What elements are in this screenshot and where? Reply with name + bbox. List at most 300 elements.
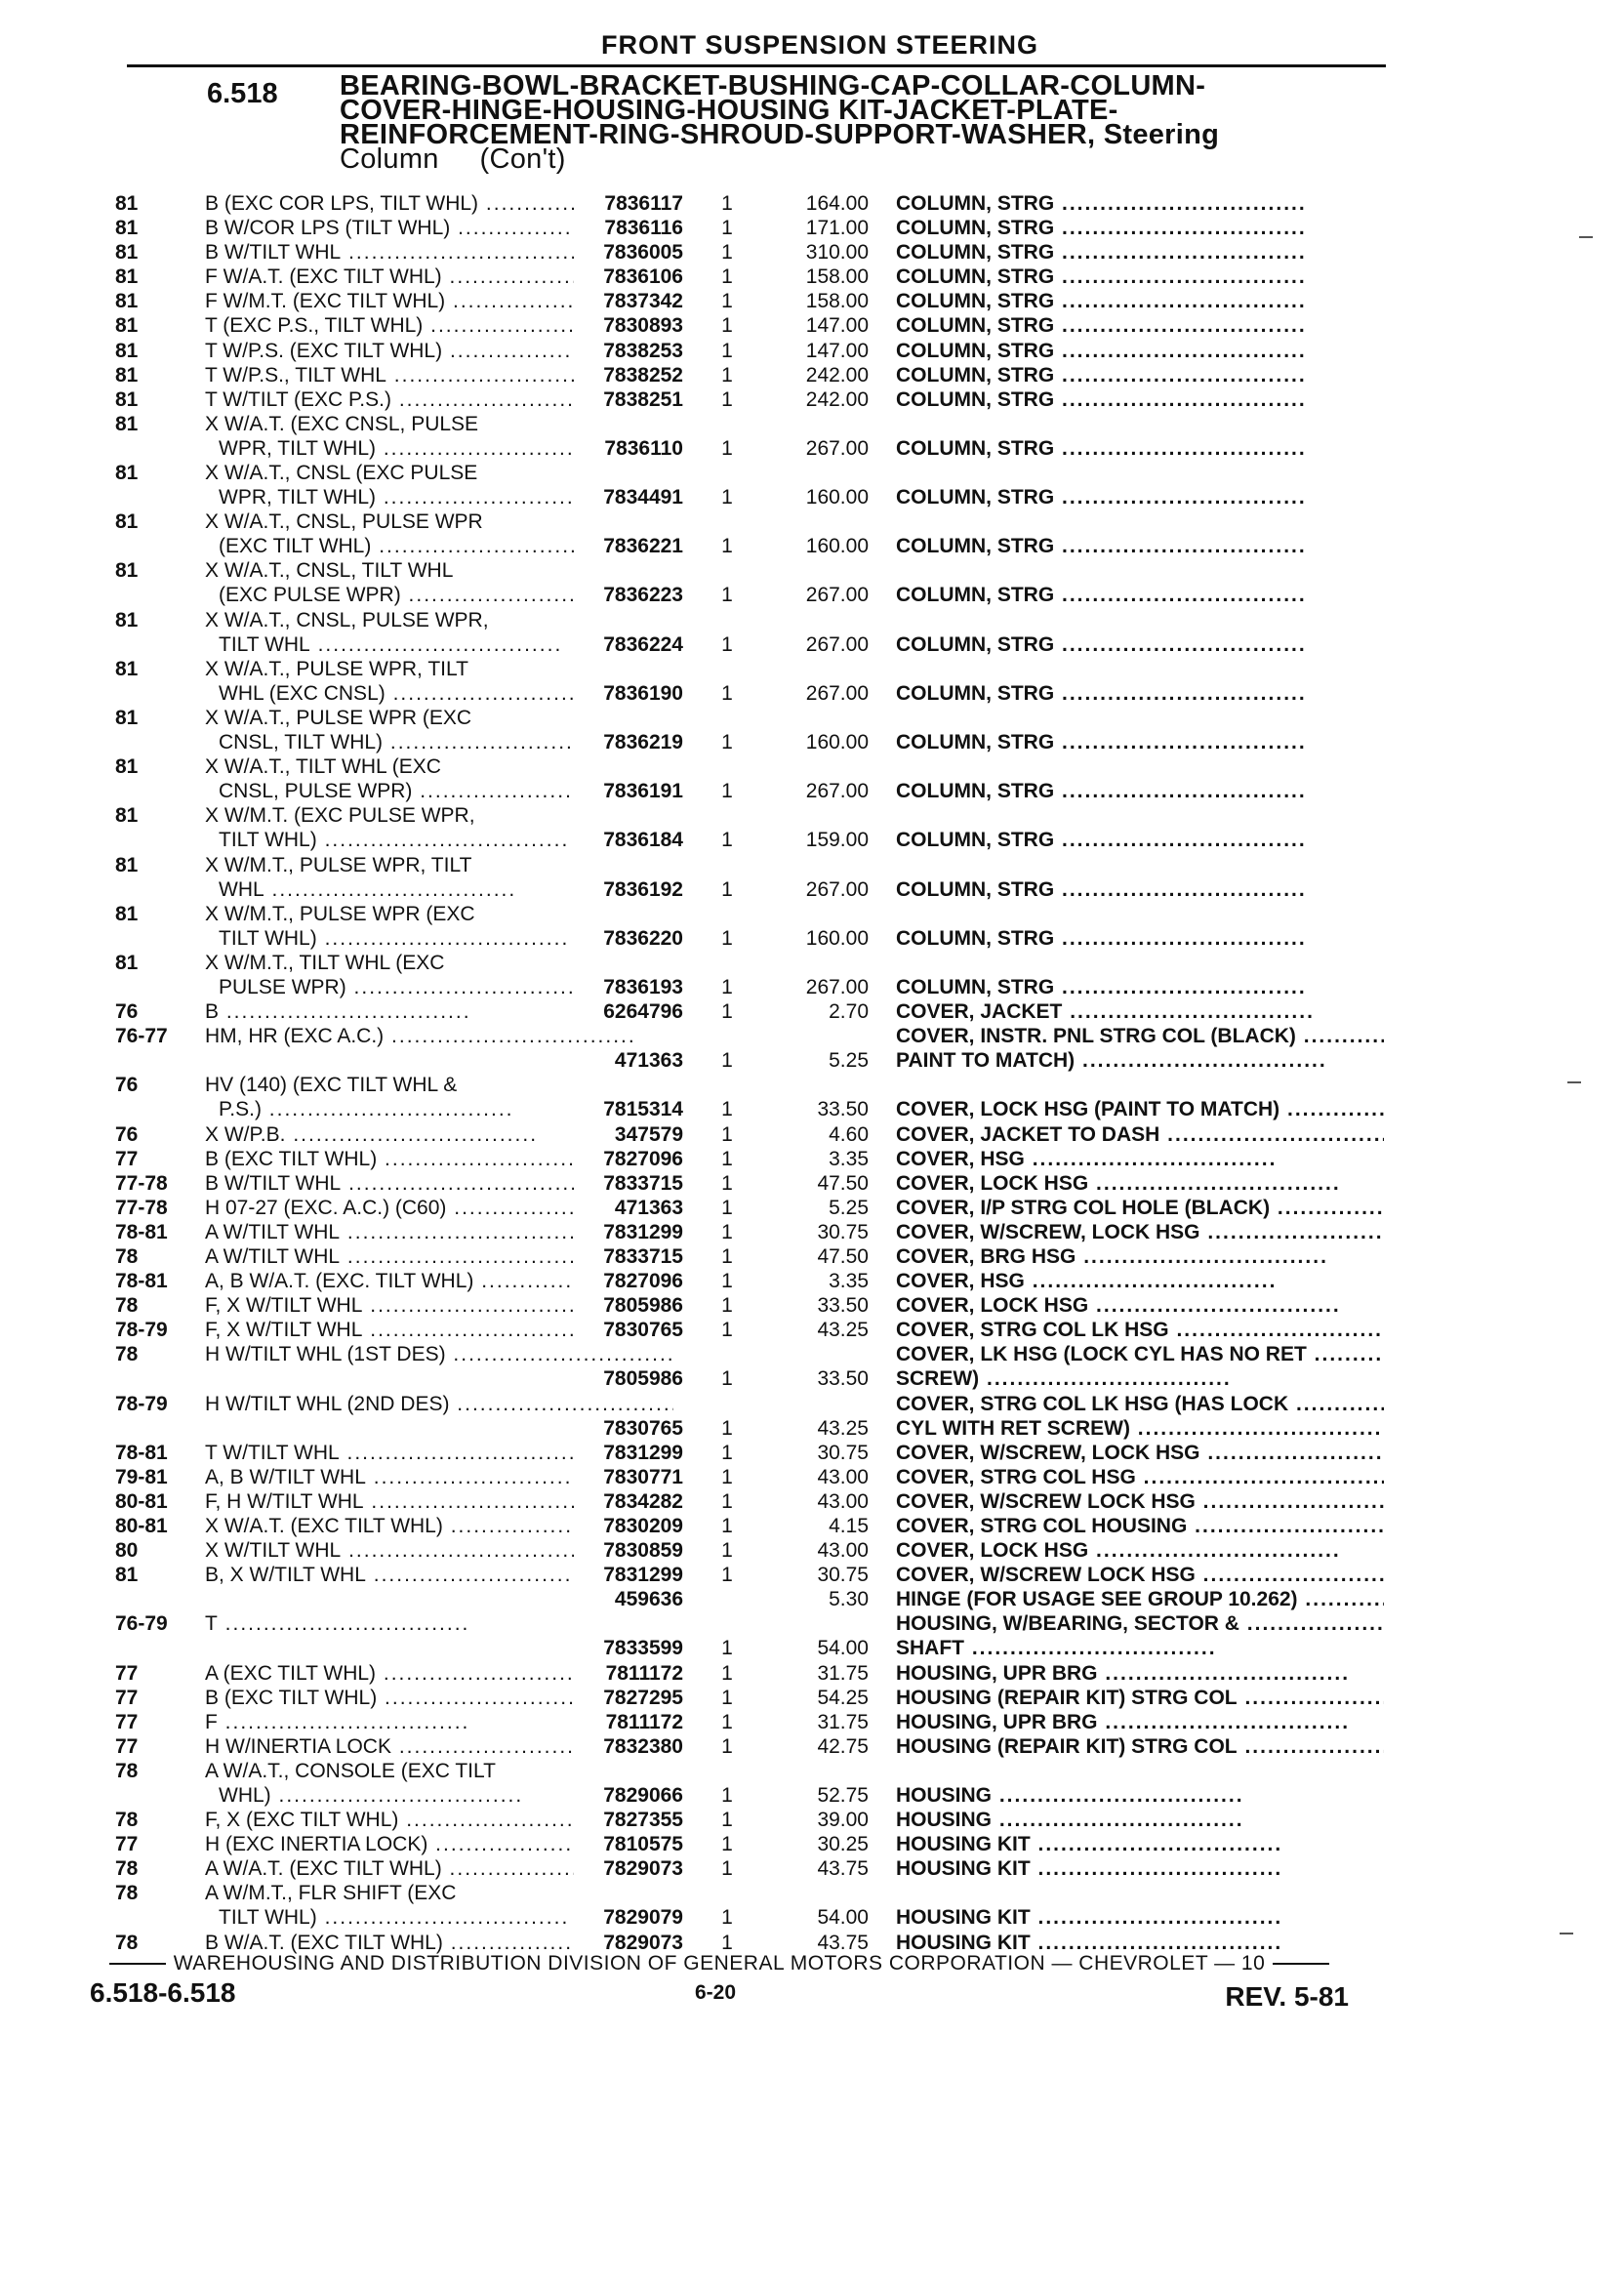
row-description-line: HV (140) (EXC TILT WHL & [205, 1074, 458, 1097]
row-description-line: X W/M.T. (EXC PULSE WPR, [205, 804, 475, 828]
row-quantity: 1 [721, 632, 733, 656]
row-quantity: 1 [721, 1294, 733, 1318]
row-year: 81 [115, 804, 139, 828]
row-description-line: X W/P.B. ..... [205, 1123, 538, 1146]
row-part-number: 7830771 [574, 1465, 683, 1489]
row-year: 81 [115, 951, 139, 974]
row-year: 80-81 [115, 1515, 168, 1538]
row-description-line: TILT WHL) ..... [205, 1905, 673, 1930]
row-part-name [896, 1097, 1384, 1121]
row-quantity: 1 [721, 1367, 733, 1391]
row-year: 81 [115, 755, 139, 779]
row-description-line: X W/M.T., PULSE WPR, TILT [205, 853, 472, 876]
row-part-name-line: COLUMN, STRG ..... [896, 364, 1307, 387]
footer-bottom [90, 1977, 1349, 2013]
row-year: 81 [115, 902, 139, 925]
footer-rule-right [1273, 1963, 1329, 1965]
row-part-name-line: COLUMN, STRG ..... [896, 829, 1307, 851]
row-description-line: X W/A.T., CNSL (EXC PULSE [205, 462, 478, 485]
table-row [115, 461, 1384, 509]
row-part-name [896, 1832, 1384, 1856]
row-quantity: 1 [721, 1661, 733, 1685]
row-price: 4.15 [829, 1515, 869, 1538]
row-part-name-line: COLUMN, STRG ..... [896, 584, 1307, 606]
row-description-line: F ..... [205, 1711, 469, 1733]
row-description-line: WPR, TILT WHL) ..... [205, 485, 673, 509]
row-quantity: 1 [721, 1710, 733, 1733]
row-part-name-line: COLUMN, STRG ..... [896, 878, 1307, 901]
row-description-line: PULSE WPR) ..... [205, 975, 673, 999]
row-description-line: X W/A.T. (EXC TILT WHL) ..... [205, 1515, 673, 1537]
row-part-name-line: COVER, INSTR. PNL STRG COL (BLACK) ..... [896, 1025, 1384, 1047]
row-price: 31.75 [817, 1661, 869, 1685]
row-year: 81 [115, 559, 139, 583]
row-part-name-line: COVER, W/SCREW, LOCK HSG ..... [896, 1442, 1384, 1464]
row-year: 81 [115, 706, 139, 729]
row-price: 54.00 [817, 1637, 869, 1660]
row-description [205, 1024, 673, 1048]
row-part-name [896, 779, 1384, 803]
table-row [115, 216, 1384, 240]
row-part-number: 7805986 [574, 1366, 683, 1391]
row-description-line: A (EXC TILT WHL) ..... [205, 1662, 629, 1685]
page-header [127, 29, 1386, 67]
footer-revision: REV. 5-81 [1225, 1981, 1349, 2012]
row-part-number: 7837342 [574, 289, 683, 313]
table-row [115, 363, 1384, 387]
row-description-line: B ..... [205, 1000, 471, 1023]
table-row [115, 902, 1384, 951]
section-title-line: BEARING-BOWL-BRACKET-BUSHING-CAP-COLLAR-COLUMN- [340, 70, 1206, 102]
row-part-name [896, 1244, 1384, 1269]
row-description-line: HM, HR (EXC A.C.) ..... [205, 1025, 636, 1047]
margin-mark [1560, 1933, 1573, 1934]
row-description-line: WPR, TILT WHL) ..... [205, 436, 673, 461]
table-row [115, 1611, 1384, 1660]
row-part-number: 7836223 [574, 583, 683, 607]
row-part-number: 471363 [574, 1196, 683, 1220]
table-row [115, 1514, 1384, 1538]
row-part-name [896, 1905, 1384, 1930]
row-year: 78 [115, 1343, 139, 1366]
row-price: 54.25 [817, 1686, 869, 1709]
row-part-name [896, 1514, 1384, 1538]
row-year: 77-78 [115, 1171, 168, 1195]
table-row [115, 1856, 1384, 1881]
row-part-name [896, 1220, 1384, 1244]
row-part-number: 7836221 [574, 534, 683, 558]
table-row [115, 240, 1384, 265]
row-quantity: 1 [721, 217, 733, 240]
row-quantity: 1 [721, 436, 733, 460]
section-title-cont: (Con't) [479, 143, 566, 175]
row-quantity: 1 [721, 926, 733, 950]
table-row [115, 1244, 1384, 1269]
table-row [115, 706, 1384, 754]
row-part-name-line: COLUMN, STRG ..... [896, 976, 1307, 998]
row-year: 81 [115, 241, 139, 265]
row-description-line: B (EXC TILT WHL) ..... [205, 1148, 629, 1170]
row-description-line: A W/TILT WHL ..... [205, 1245, 592, 1268]
row-description-line: A, B W/TILT WHL ..... [205, 1466, 618, 1488]
row-year: 81 [115, 290, 139, 313]
row-part-number: 7830893 [574, 313, 683, 338]
row-part-name [896, 1392, 1384, 1441]
row-price: 171.00 [805, 217, 869, 240]
row-quantity: 1 [721, 975, 733, 998]
row-quantity: 1 [721, 1098, 733, 1121]
row-part-number: 7829066 [574, 1783, 683, 1808]
row-description-line: CNSL, PULSE WPR) ..... [205, 779, 673, 803]
row-description-line: A W/M.T., FLR SHIFT (EXC [205, 1882, 457, 1905]
row-year: 81 [115, 265, 139, 289]
row-part-name [896, 877, 1384, 902]
row-part-name [896, 387, 1384, 412]
row-year: 81 [115, 1564, 139, 1587]
section-title [340, 70, 1316, 175]
row-price: 267.00 [805, 681, 869, 705]
row-year: 76 [115, 1074, 139, 1097]
row-description-line: X W/TILT WHL ..... [205, 1539, 593, 1562]
row-year: 78 [115, 1760, 139, 1782]
row-price: 160.00 [805, 730, 869, 753]
row-part-name-line: HOUSING KIT ..... [896, 1932, 1282, 1954]
row-part-name [896, 1269, 1384, 1293]
row-year: 77 [115, 1661, 139, 1685]
row-part-name-line: HOUSING (REPAIR KIT) STRG COL ..... [896, 1687, 1384, 1709]
row-price: 267.00 [805, 877, 869, 901]
row-quantity: 1 [721, 1489, 733, 1513]
row-quantity: 1 [721, 314, 733, 338]
row-price: 5.25 [829, 1196, 869, 1219]
row-price: 31.75 [817, 1710, 869, 1733]
row-price: 5.25 [829, 1049, 869, 1073]
row-part-name [896, 1171, 1384, 1196]
table-row [115, 1734, 1384, 1759]
row-year: 81 [115, 363, 139, 387]
row-price: 30.25 [817, 1833, 869, 1856]
row-part-name-line: HOUSING, UPR BRG ..... [896, 1711, 1350, 1733]
row-description-line: H W/INERTIA LOCK ..... [205, 1735, 644, 1758]
row-quantity: 1 [721, 1465, 733, 1488]
footer-division: WAREHOUSING AND DISTRIBUTION DIVISION OF GENERAL MOTORS CORPORATION — CHEVROLET — 10 [173, 1952, 1266, 1975]
row-price: 33.50 [817, 1367, 869, 1391]
row-part-name-line: COVER, JACKET ..... [896, 1000, 1315, 1023]
row-description-line: T ..... [205, 1612, 469, 1635]
row-year: 78 [115, 1245, 139, 1269]
row-price: 3.35 [829, 1147, 869, 1170]
row-year: 78-81 [115, 1441, 168, 1464]
row-part-number: 7827096 [574, 1269, 683, 1293]
section-title-line [340, 143, 1316, 175]
row-price: 43.00 [817, 1465, 869, 1488]
row-description-line: F, X W/TILT WHL ..... [205, 1319, 615, 1341]
row-year: 77 [115, 1833, 139, 1856]
row-part-name-line: HOUSING KIT ..... [896, 1857, 1282, 1880]
row-quantity: 1 [721, 1857, 733, 1881]
row-part-number: 7836116 [574, 216, 683, 240]
row-year: 81 [115, 217, 139, 240]
row-part-number: 7827096 [574, 1147, 683, 1171]
row-part-name [896, 265, 1384, 289]
table-row [115, 1024, 1384, 1073]
row-price: 43.25 [817, 1319, 869, 1342]
page-title: FRONT SUSPENSION STEERING [600, 30, 1039, 60]
row-part-number: 7834491 [574, 485, 683, 509]
row-part-name [896, 1856, 1384, 1881]
row-part-name [896, 681, 1384, 706]
table-row [115, 1587, 1384, 1611]
row-part-number: 7830859 [574, 1538, 683, 1563]
row-part-number: 7838253 [574, 339, 683, 363]
row-part-name [896, 1196, 1384, 1220]
row-quantity: 1 [721, 681, 733, 705]
row-price: 267.00 [805, 780, 869, 803]
row-part-number: 6264796 [574, 999, 683, 1024]
row-price: 33.50 [817, 1098, 869, 1121]
row-part-name [896, 1342, 1384, 1391]
row-part-number: 7811172 [574, 1661, 683, 1686]
table-row [115, 803, 1384, 852]
row-part-name [896, 1808, 1384, 1832]
row-part-name [896, 1293, 1384, 1318]
row-description-line: F W/A.T. (EXC TILT WHL) ..... [205, 265, 673, 288]
row-year: 78-79 [115, 1392, 168, 1415]
table-row [115, 1171, 1384, 1196]
row-part-number: 7830765 [574, 1416, 683, 1441]
row-part-number: 7833715 [574, 1244, 683, 1269]
row-part-name [896, 289, 1384, 313]
table-row [115, 1196, 1384, 1220]
table-row [115, 657, 1384, 706]
row-part-name-line: COLUMN, STRG ..... [896, 192, 1307, 215]
row-price: 3.35 [829, 1270, 869, 1293]
table-row [115, 853, 1384, 902]
row-quantity: 1 [721, 1734, 733, 1758]
footer-group-range: 6.518-6.518 [90, 1977, 236, 2008]
footer-page-number: 6-20 [695, 1981, 737, 2004]
row-part-name-line: HOUSING KIT ..... [896, 1906, 1282, 1929]
row-year: 81 [115, 192, 139, 215]
section-title-column: Column [340, 143, 439, 175]
table-row [115, 1220, 1384, 1244]
row-description-line: F, X W/TILT WHL ..... [205, 1294, 615, 1317]
row-part-name [896, 313, 1384, 338]
row-quantity: 1 [721, 1319, 733, 1342]
row-part-name [896, 1147, 1384, 1171]
row-part-name-line: COLUMN, STRG ..... [896, 265, 1307, 288]
row-description-line: A W/A.T. (EXC TILT WHL) ..... [205, 1857, 673, 1880]
row-part-name [896, 1465, 1384, 1489]
row-price: 160.00 [805, 535, 869, 558]
row-part-name-line: COLUMN, STRG ..... [896, 682, 1307, 705]
row-quantity: 1 [721, 730, 733, 753]
row-year: 76 [115, 1122, 139, 1146]
row-part-name [896, 1661, 1384, 1686]
row-year: 79-81 [115, 1465, 168, 1488]
row-quantity: 1 [721, 1906, 733, 1930]
row-part-name-line: HOUSING ..... [896, 1809, 1244, 1831]
row-part-number: 7838251 [574, 387, 683, 412]
row-year: 81 [115, 387, 139, 411]
row-year: 78 [115, 1882, 139, 1905]
row-year: 76-77 [115, 1025, 168, 1048]
row-description-line: T (EXC P.S., TILT WHL) ..... [205, 314, 673, 337]
row-year: 78 [115, 1294, 139, 1318]
row-part-name [896, 1611, 1384, 1660]
row-part-number: 7836190 [574, 681, 683, 706]
row-part-number: 459636 [574, 1587, 683, 1611]
row-description-line: H 07-27 (EXC. A.C.) (C60) ..... [205, 1197, 673, 1219]
row-year: 81 [115, 339, 139, 362]
row-price: 2.70 [829, 1000, 869, 1024]
table-row [115, 191, 1384, 216]
row-part-name-line: COLUMN, STRG ..... [896, 388, 1307, 411]
row-quantity: 1 [721, 1000, 733, 1024]
row-description-line: A W/TILT WHL ..... [205, 1221, 592, 1243]
row-part-name-line: COLUMN, STRG ..... [896, 241, 1307, 264]
table-row [115, 1318, 1384, 1342]
row-part-name [896, 240, 1384, 265]
row-description-line: T W/TILT (EXC P.S.) ..... [205, 388, 644, 411]
row-description-line: X W/A.T., PULSE WPR, TILT [205, 657, 468, 680]
header-rule [127, 64, 1386, 67]
row-quantity: 1 [721, 1270, 733, 1293]
section-title-line: COVER-HINGE-HOUSING-HOUSING KIT-JACKET-PLATE- [340, 95, 1118, 126]
table-row [115, 1661, 1384, 1686]
row-part-name-line: HOUSING KIT ..... [896, 1833, 1282, 1855]
row-quantity: 1 [721, 1931, 733, 1954]
row-price: 30.75 [817, 1220, 869, 1243]
row-year: 81 [115, 657, 139, 680]
table-row [115, 1538, 1384, 1563]
row-quantity: 1 [721, 1196, 733, 1219]
row-description-line: F, X (EXC TILT WHL) ..... [205, 1809, 651, 1831]
row-description-line: WHL ..... [205, 877, 673, 902]
row-year: 78-79 [115, 1319, 168, 1342]
table-row [115, 1122, 1384, 1147]
table-row [115, 1881, 1384, 1930]
row-part-name [896, 1587, 1384, 1611]
row-price: 242.00 [805, 363, 869, 387]
row-year: 76 [115, 1000, 139, 1024]
row-quantity: 1 [721, 1147, 733, 1170]
row-price: 43.00 [817, 1539, 869, 1563]
table-row [115, 1759, 1384, 1808]
row-description [205, 1392, 673, 1416]
row-part-name [896, 1686, 1384, 1710]
row-part-number: 7815314 [574, 1097, 683, 1121]
table-row [115, 951, 1384, 999]
row-part-name [896, 216, 1384, 240]
row-part-number: 7805986 [574, 1293, 683, 1318]
row-part-name-line: COVER, STRG COL HSG ..... [896, 1466, 1384, 1488]
row-description-line: T W/TILT WHL ..... [205, 1442, 591, 1464]
row-part-name [896, 975, 1384, 999]
row-part-name-line: COLUMN, STRG ..... [896, 437, 1307, 460]
row-quantity: 1 [721, 290, 733, 313]
row-price: 310.00 [805, 241, 869, 265]
row-part-number: 7836184 [574, 828, 683, 852]
row-quantity: 1 [721, 1686, 733, 1709]
row-quantity: 1 [721, 1515, 733, 1538]
row-description-line: B (EXC COR LPS, TILT WHL) ..... [205, 192, 673, 215]
row-year: 81 [115, 314, 139, 338]
row-part-name [896, 339, 1384, 363]
footer-division-line [90, 1952, 1349, 1975]
row-part-name-line: HOUSING ..... [896, 1784, 1244, 1807]
row-description-line: WHL (EXC CNSL) ..... [205, 681, 673, 706]
row-part-name-line: HOUSING, W/BEARING, SECTOR & ..... [896, 1612, 1384, 1635]
table-row [115, 289, 1384, 313]
row-quantity: 1 [721, 1171, 733, 1195]
row-price: 42.75 [817, 1734, 869, 1758]
row-price: 242.00 [805, 387, 869, 411]
row-part-number: 7836224 [574, 632, 683, 657]
row-part-number: 7831299 [574, 1563, 683, 1587]
row-quantity: 1 [721, 1564, 733, 1587]
row-quantity: 1 [721, 1539, 733, 1563]
row-year: 81 [115, 853, 139, 876]
row-description-line: WHL) ..... [205, 1783, 673, 1808]
row-part-name-line: COLUMN, STRG ..... [896, 927, 1307, 950]
row-description-line: B (EXC TILT WHL) ..... [205, 1687, 629, 1709]
row-part-name-line: COVER, I/P STRG COL HOLE (BLACK) ..... [896, 1197, 1384, 1219]
table-row [115, 1686, 1384, 1710]
row-description-line: F, H W/TILT WHL ..... [205, 1490, 616, 1513]
row-description-line: X W/A.T., TILT WHL (EXC [205, 755, 441, 779]
row-part-name-line: HOUSING (REPAIR KIT) STRG COL ..... [896, 1735, 1384, 1758]
row-year: 81 [115, 462, 139, 485]
table-row [115, 387, 1384, 412]
row-part-number: 7836110 [574, 436, 683, 461]
row-part-number: 7836193 [574, 975, 683, 999]
row-part-number: 7831299 [574, 1441, 683, 1465]
row-year: 76-79 [115, 1612, 168, 1636]
row-quantity: 1 [721, 1809, 733, 1832]
row-price: 164.00 [805, 192, 869, 215]
row-price: 52.75 [817, 1784, 869, 1807]
row-quantity: 1 [721, 1833, 733, 1856]
row-part-name-line: COVER, LOCK HSG (PAINT TO MATCH) ..... [896, 1098, 1384, 1120]
row-year: 81 [115, 412, 139, 435]
row-price: 47.50 [817, 1171, 869, 1195]
table-row [115, 1563, 1384, 1587]
row-price: 147.00 [805, 339, 869, 362]
table-row [115, 558, 1384, 607]
section-number: 6.518 [207, 78, 278, 109]
row-description [205, 1342, 673, 1366]
row-year: 78-81 [115, 1220, 168, 1243]
row-year: 78 [115, 1857, 139, 1881]
row-description-line: X W/A.T., CNSL, PULSE WPR, [205, 608, 489, 631]
row-part-number: 471363 [574, 1048, 683, 1073]
row-part-name [896, 828, 1384, 852]
row-price: 267.00 [805, 436, 869, 460]
row-description-line: (EXC PULSE WPR) ..... [205, 583, 673, 607]
margin-mark [1579, 236, 1593, 238]
row-part-name-line: COLUMN, STRG ..... [896, 535, 1307, 557]
table-row [115, 412, 1384, 461]
row-description-line: (EXC TILT WHL) ..... [205, 534, 673, 558]
row-part-number: 7836192 [574, 877, 683, 902]
row-year: 80 [115, 1539, 139, 1563]
row-part-number: 7833599 [574, 1636, 683, 1660]
table-row [115, 1269, 1384, 1293]
table-row [115, 1489, 1384, 1514]
row-price: 158.00 [805, 290, 869, 313]
row-quantity: 1 [721, 1416, 733, 1440]
